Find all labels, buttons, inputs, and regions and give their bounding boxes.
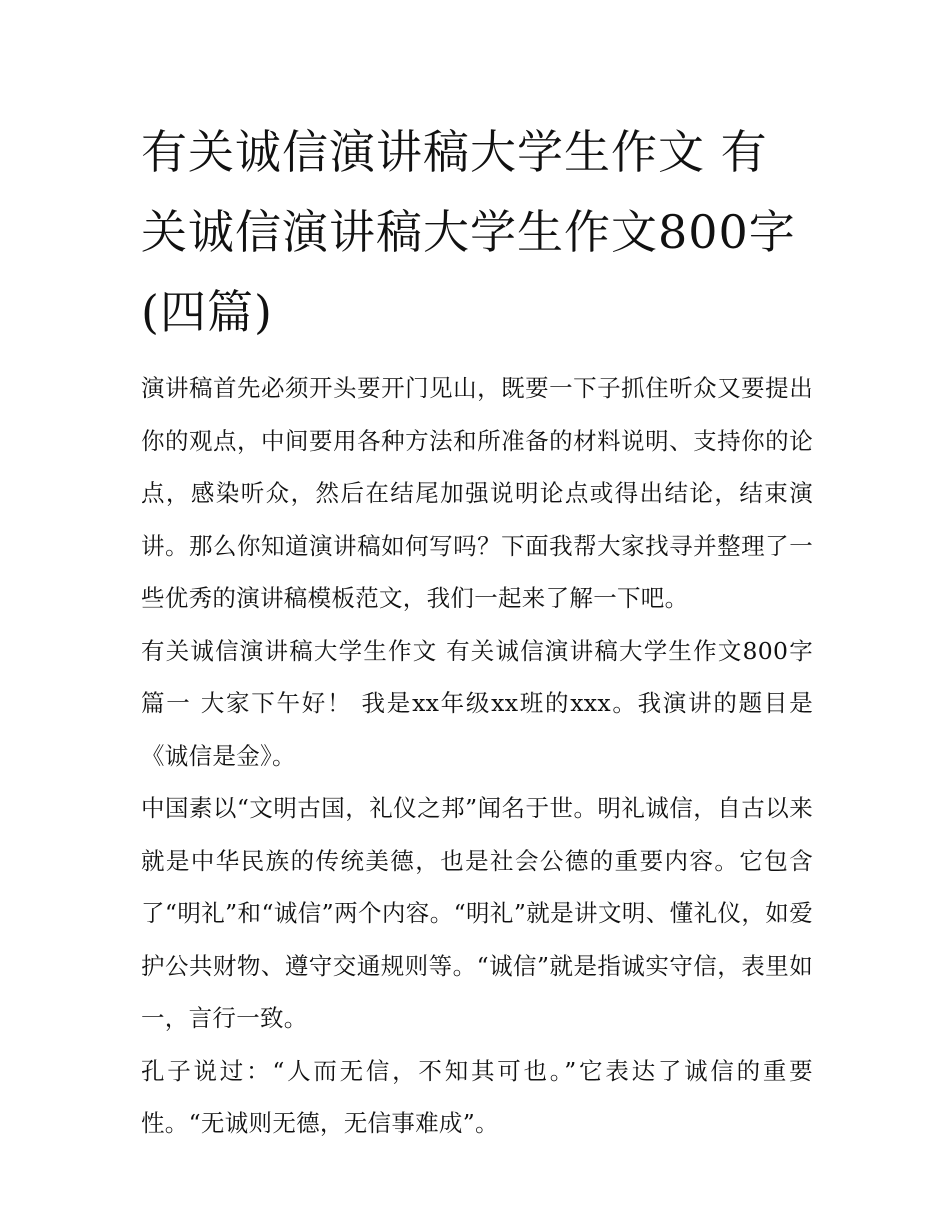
document-title: 有关诚信演讲稿大学生作文 有关诚信演讲稿大学生作文800字(四篇)	[141, 125, 796, 339]
paragraph-speech-opening: 有关诚信演讲稿大学生作文 有关诚信演讲稿大学生作文800字篇一 大家下午好！ 我是xx年级xx班的xxx。我演讲的题目是《诚信是金》。	[141, 636, 813, 770]
paragraph-courtesy-honesty: 中国素以“文明古国，礼仪之邦”闻名于世。明礼诚信，自古以来就是中华民族的传统美德，也是社会公德的重要内容。它包含了“明礼”和“诚信”两个内容。“明礼”就是讲文明、懂礼仪，如爱护公共财物、遵守交通规则等。“诚信”就是指诚实守信，表里如一，言行一致。	[141, 794, 813, 1032]
paragraph-intro: 演讲稿首先必须开头要开门见山，既要一下子抓住听众又要提出你的观点，中间要用各种方法和所准备的材料说明、支持你的论点，感染听众，然后在结尾加强说明论点或得出结论，结束演讲。那么你知道演讲稿如何写吗？下面我帮大家找寻并整理了一些优秀的演讲稿模板范文，我们一起来了解一下吧。	[141, 374, 813, 612]
document-body	[141, 112, 813, 1150]
paragraph-confucius-quote: 孔子说过：“人而无信，不知其可也。”它表达了诚信的重要性。“无诚则无德，无信事难成”。	[141, 1056, 813, 1137]
